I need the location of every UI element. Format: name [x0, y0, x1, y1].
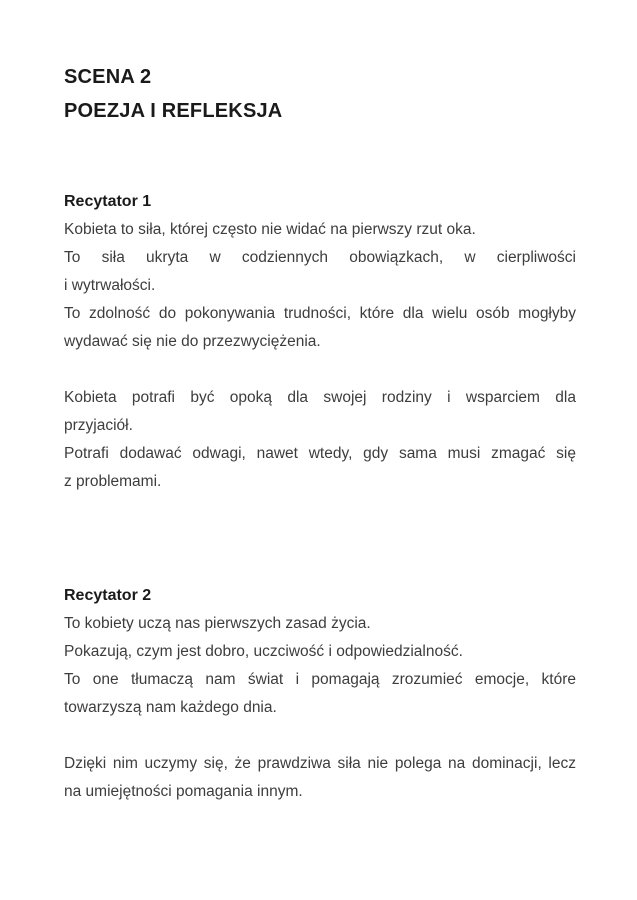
- script-line: Kobieta potrafi być opoką dla swojej rodziny i wsparciem dla: [64, 389, 576, 406]
- paragraph: [64, 666, 576, 722]
- speaker-heading: Recytator 2: [64, 587, 152, 604]
- script-line: To kobiety uczą nas pierwszych zasad życia.: [64, 615, 371, 632]
- paragraph: [64, 440, 576, 496]
- script-line: To zdolność do pokonywania trudności, które dla wielu osób mogłyby: [64, 305, 576, 322]
- script-line: Kobieta to siła, której często nie widać na pierwszy rzut oka.: [64, 221, 476, 238]
- script-line: To siła ukryta w codziennych obowiązkach, w cierpliwości: [64, 249, 576, 266]
- script-line: na umiejętności pomagania innym.: [64, 783, 303, 800]
- script-line: To one tłumaczą nam świat i pomagają zrozumieć emocje, które: [64, 671, 576, 688]
- section-recytator-1: [64, 188, 576, 496]
- paragraph: [64, 384, 576, 440]
- script-line: Potrafi dodawać odwagi, nawet wtedy, gdy sama musi zmagać się: [64, 445, 576, 462]
- script-line: Dzięki nim uczymy się, że prawdziwa siła nie polega na dominacji, lecz: [64, 755, 576, 772]
- scene-heading: SCENA 2: [64, 66, 152, 88]
- scene-subheading: POEZJA I REFLEKSJA: [64, 100, 283, 122]
- paragraph: [64, 750, 576, 806]
- paragraph: [64, 216, 576, 244]
- paragraph: [64, 244, 576, 300]
- script-line: towarzyszą nam każdego dnia.: [64, 699, 277, 716]
- paragraph: [64, 638, 576, 666]
- section-recytator-2: [64, 582, 576, 806]
- script-line: przyjaciół.: [64, 417, 133, 434]
- script-line: z problemami.: [64, 473, 162, 490]
- paragraph: [64, 300, 576, 356]
- paragraph: [64, 610, 576, 638]
- script-line: Pokazują, czym jest dobro, uczciwość i odpowiedzialność.: [64, 643, 463, 660]
- script-line: i wytrwałości.: [64, 277, 156, 294]
- speaker-heading: Recytator 1: [64, 193, 152, 210]
- script-line: wydawać się nie do przezwyciężenia.: [64, 333, 321, 350]
